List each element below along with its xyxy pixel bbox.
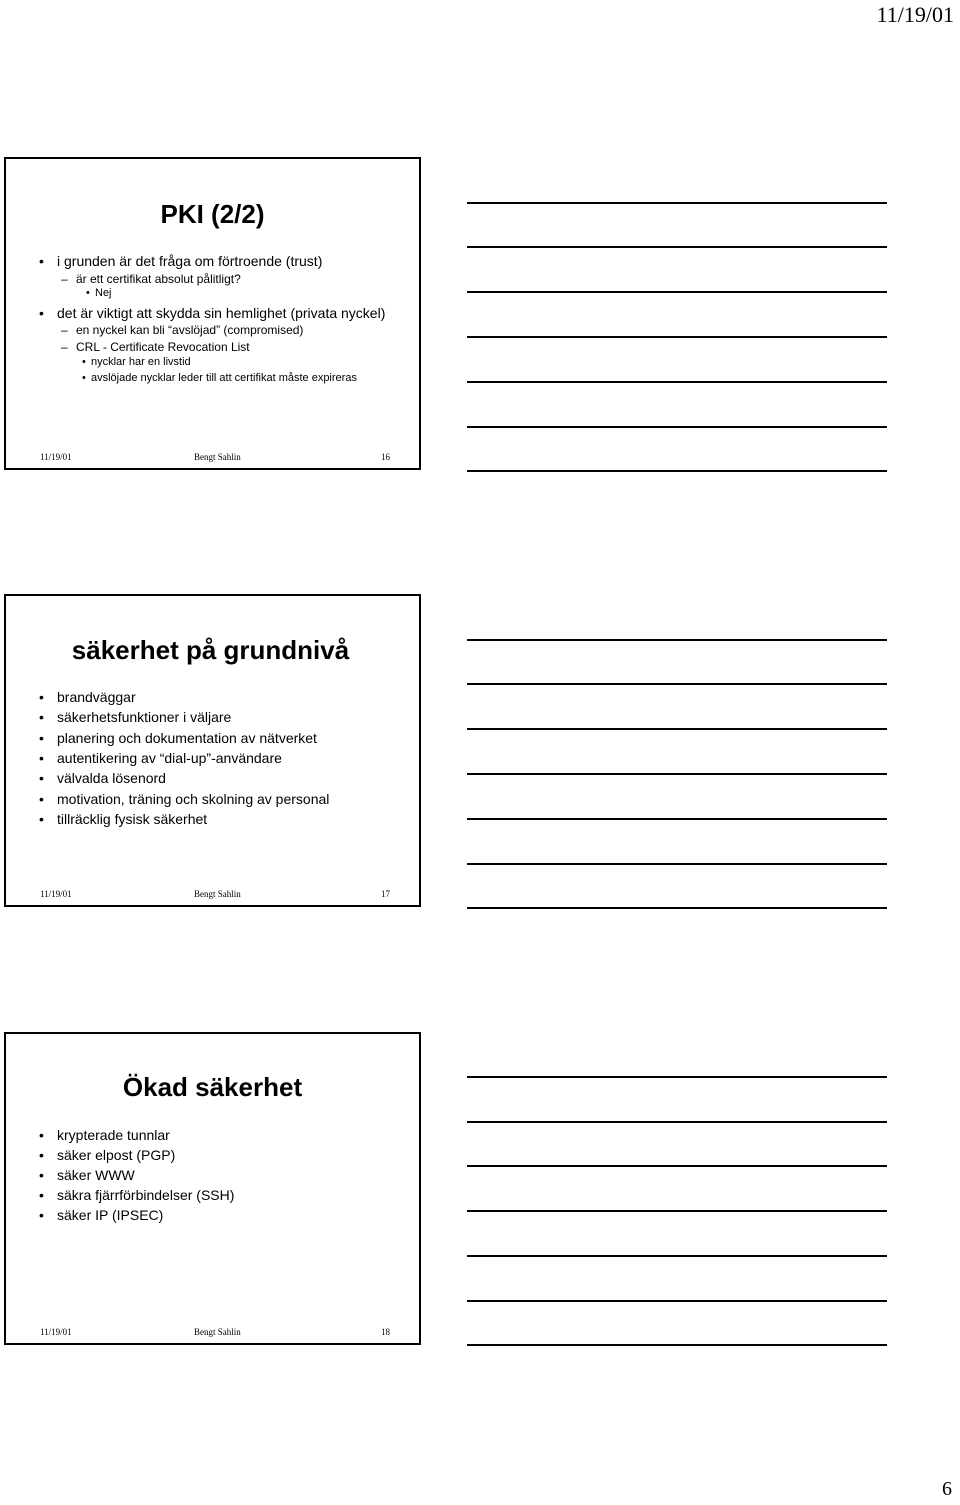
slide-footer-date: 11/19/01: [40, 1327, 72, 1337]
bullet-marker: •: [39, 1147, 44, 1163]
bullet-marker: •: [39, 770, 44, 786]
slide-17: [4, 594, 421, 907]
bullet-text: krypterade tunnlar: [57, 1127, 170, 1143]
notes-line: [467, 246, 887, 248]
slide-title: PKI (2/2): [160, 199, 265, 229]
list-item: [39, 770, 166, 786]
notes-line: [467, 1165, 887, 1167]
list-item: [39, 1187, 235, 1203]
slide-footer-author: Bengt Sahlin: [194, 452, 241, 462]
slide-footer-date: 11/19/01: [40, 452, 72, 462]
list-item: [39, 1207, 164, 1223]
bullet-marker: •: [39, 1207, 44, 1223]
slide-footer-author: Bengt Sahlin: [194, 1327, 241, 1337]
notes-line: [467, 1121, 887, 1123]
list-item: [39, 689, 136, 705]
slide-number: 16: [381, 452, 390, 462]
notes-line: [467, 1210, 887, 1212]
list-item: [39, 730, 317, 746]
bullet-marker: •: [39, 811, 44, 827]
list-item: [39, 709, 232, 725]
slide-18: [4, 1032, 421, 1345]
notes-line: [467, 728, 887, 730]
notes-line: [467, 773, 887, 775]
bullet-marker: •: [86, 287, 90, 299]
bullet-text: motivation, träning och skolning av personal: [57, 791, 330, 807]
bullet-text: säker elpost (PGP): [57, 1147, 176, 1163]
bullet-text: säkerhetsfunktioner i väljare: [57, 709, 232, 725]
page-number: 6: [942, 1478, 952, 1500]
list-item: [39, 791, 330, 807]
notes-line: [467, 863, 887, 865]
bullet-marker: •: [39, 1187, 44, 1203]
bullet-marker: •: [82, 372, 86, 384]
notes-line: [467, 426, 887, 428]
list-item: [39, 811, 208, 827]
bullet-marker: •: [39, 689, 44, 705]
bullet-marker: •: [39, 791, 44, 807]
list-item: [39, 1147, 176, 1163]
page-header-date: 11/19/01: [876, 2, 954, 27]
list-item: [82, 372, 357, 384]
slide-16: [4, 157, 421, 470]
bullet-marker: •: [39, 253, 44, 269]
notes-line: [467, 683, 887, 685]
bullet-text: i grunden är det fråga om förtroende (trust): [57, 253, 323, 269]
slide-footer-author: Bengt Sahlin: [194, 889, 241, 899]
slide-number: 18: [381, 1327, 390, 1337]
bullet-marker: –: [61, 272, 68, 286]
bullet-marker: •: [82, 356, 86, 368]
notes-line: [467, 202, 887, 204]
list-item: [61, 272, 241, 286]
slide-footer-date: 11/19/01: [40, 889, 72, 899]
bullet-text: säker WWW: [57, 1167, 135, 1183]
list-item: [39, 750, 282, 766]
notes-line: [467, 470, 887, 472]
bullet-text: det är viktigt att skydda sin hemlighet (privata nyckel): [57, 305, 386, 321]
bullet-text: tillräcklig fysisk säkerhet: [57, 811, 208, 827]
bullet-text: CRL - Certificate Revocation List: [76, 340, 250, 354]
notes-line: [467, 1344, 887, 1346]
list-item: [61, 340, 250, 354]
bullet-text: säkra fjärrförbindelser (SSH): [57, 1187, 235, 1203]
bullet-text: välvalda lösenord: [57, 770, 166, 786]
list-item: [82, 356, 191, 368]
notes-line: [467, 1255, 887, 1257]
list-item: [39, 1127, 170, 1143]
list-item: [39, 1167, 135, 1183]
notes-line: [467, 818, 887, 820]
bullet-text: säker IP (IPSEC): [57, 1207, 164, 1223]
bullet-marker: •: [39, 1127, 44, 1143]
slide-title: säkerhet på grundnivå: [71, 635, 350, 665]
bullet-marker: •: [39, 730, 44, 746]
notes-line: [467, 336, 887, 338]
notes-line: [467, 381, 887, 383]
bullet-text: autentikering av “dial-up”-användare: [57, 750, 282, 766]
notes-line: [467, 291, 887, 293]
bullet-text: Nej: [95, 287, 112, 299]
list-item: [86, 287, 112, 299]
bullet-text: avslöjade nycklar leder till att certifikat måste expireras: [91, 372, 357, 384]
bullet-text: en nyckel kan bli “avslöjad” (compromised): [76, 323, 304, 337]
bullet-marker: –: [61, 323, 68, 337]
bullet-marker: –: [61, 340, 68, 354]
slide-number: 17: [381, 889, 390, 899]
bullet-text: planering och dokumentation av nätverket: [57, 730, 317, 746]
list-item: [61, 323, 304, 337]
bullet-marker: •: [39, 709, 44, 725]
slide-title: Ökad säkerhet: [122, 1072, 303, 1102]
notes-line: [467, 907, 887, 909]
bullet-marker: •: [39, 305, 44, 321]
bullet-text: är ett certifikat absolut pålitligt?: [76, 272, 241, 286]
bullet-marker: •: [39, 1167, 44, 1183]
bullet-text: brandväggar: [57, 689, 136, 705]
list-item: [39, 253, 323, 269]
notes-line: [467, 1300, 887, 1302]
bullet-marker: •: [39, 750, 44, 766]
notes-line: [467, 639, 887, 641]
notes-line: [467, 1076, 887, 1078]
list-item: [39, 305, 386, 321]
bullet-text: nycklar har en livstid: [91, 356, 191, 368]
